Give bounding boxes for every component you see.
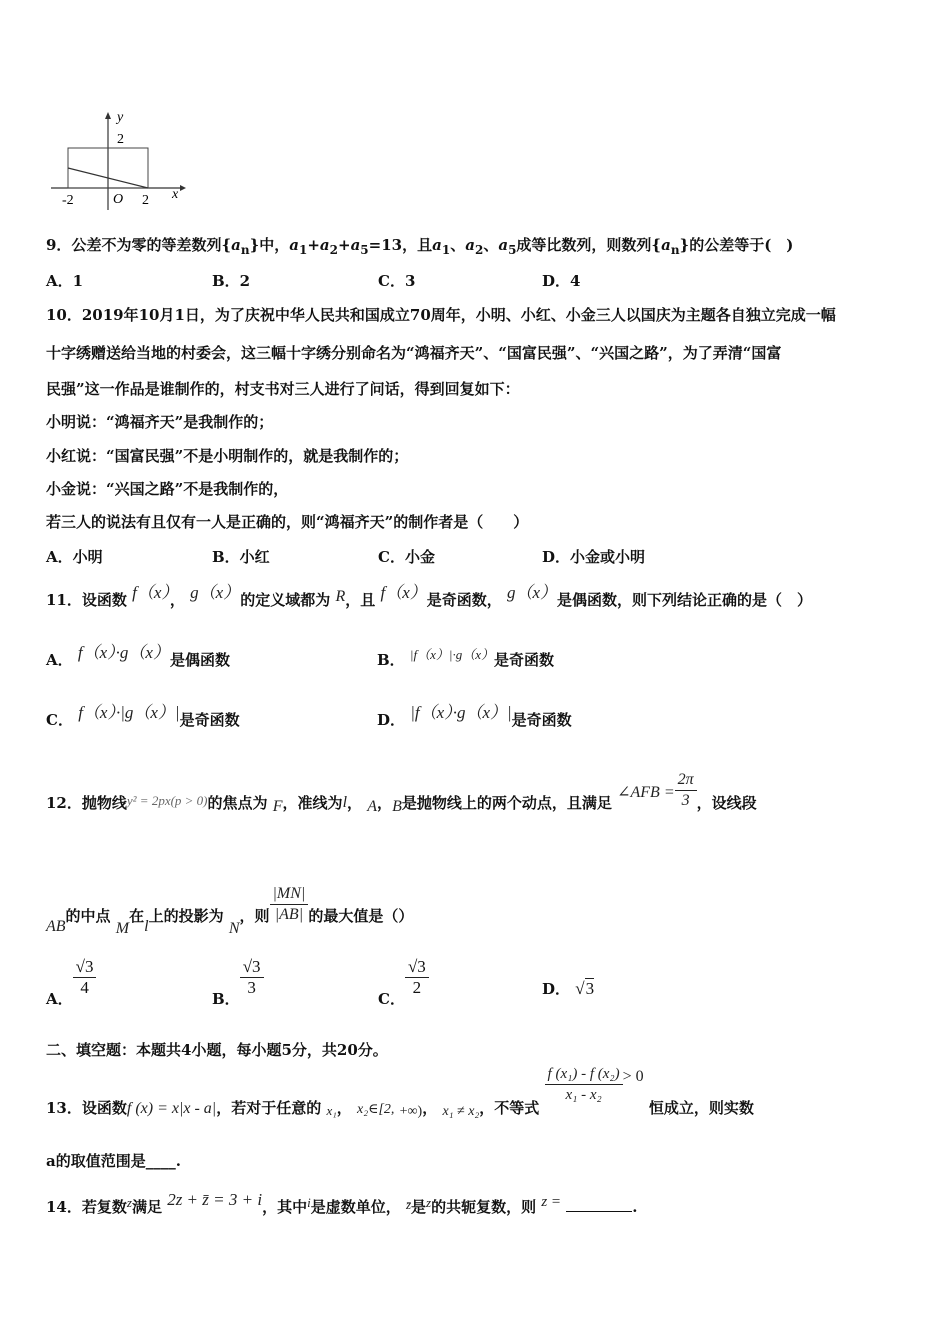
sqrt-icon: √: [407, 957, 418, 976]
q11-optC-label: C．: [46, 711, 73, 729]
q12-angle-den: 3: [681, 792, 690, 809]
q9-a2: a: [319, 236, 330, 254]
origin-label: O: [113, 192, 124, 207]
q12-optB-numer: [240, 957, 264, 978]
q9-a1: a: [289, 236, 299, 254]
q14-eq: 2z + z̄ = 3 + i: [167, 1190, 263, 1209]
q12-optD-val: 3: [585, 979, 595, 998]
q12-optA-num: 3: [84, 957, 94, 976]
q9-b1: a: [432, 236, 442, 254]
q9-option-a[interactable]: A．1: [46, 272, 84, 290]
q11-optA-label: A．: [46, 651, 73, 669]
q12-l2: l: [144, 917, 149, 935]
q9-bs5: 5: [508, 243, 517, 257]
y-tick-label: 2: [117, 132, 124, 147]
q9-option-b[interactable]: B．2: [212, 272, 251, 290]
q13-text-b: ，: [336, 1098, 352, 1117]
sqrt-icon: √: [575, 979, 585, 998]
y-axis-label: y: [117, 110, 124, 125]
q11-f2: f（x）: [380, 583, 427, 602]
q10-line4: 小明说：“鸿福齐天”是我制作的；: [46, 413, 274, 431]
q11-g: g（x）: [190, 583, 241, 602]
q12-option-a[interactable]: [46, 957, 96, 1008]
q13-func: f (x) = x|x - a|: [126, 1099, 217, 1117]
q13-x1: x₁: [326, 1102, 337, 1118]
graph-svg: [45, 105, 190, 215]
q11-optC-text: 是奇函数: [179, 711, 240, 729]
q9-an2: a: [661, 236, 671, 254]
q12-optC-frac: [405, 957, 429, 998]
q12-option-d[interactable]: [542, 979, 594, 999]
q12-text-e: 是抛物线上的两个动点，且满足: [401, 793, 612, 812]
q11-optA-text: 是偶函数: [169, 651, 230, 669]
q9-an1: a: [231, 236, 241, 254]
q14-text-b: ，其中: [262, 1198, 308, 1216]
q12-text-j: ，则: [239, 906, 270, 925]
q9-plus1: +: [307, 236, 320, 254]
q12-option-c[interactable]: [378, 957, 429, 1008]
q13-gt: > 0: [622, 1067, 644, 1085]
q12-optD-label: D．: [542, 980, 571, 998]
q11-text-c: 是奇函数，: [426, 591, 502, 609]
q14-text-c: 是虚数单位，: [310, 1198, 401, 1216]
q13-text-c: ，: [422, 1098, 438, 1117]
x-tick-neg2: -2: [62, 193, 74, 208]
q10-line3: 民强”这一作品是谁制作的，村支书对三人进行了问话，得到回复如下：: [46, 380, 520, 398]
q9-option-d[interactable]: D．4: [542, 272, 581, 290]
q13-x2in: x₂∈[2,: [357, 1101, 395, 1117]
y-axis-arrow: [105, 112, 111, 119]
q12-text-f: ，设线段: [696, 793, 757, 812]
q13-text-a: ，若对于任意的: [216, 1098, 322, 1117]
q12-optB-num: 3: [252, 957, 261, 976]
q13-text-e: 恒成立，则实数: [648, 1098, 754, 1117]
q13-frac-den: x₁ - x₂: [565, 1087, 602, 1103]
q11-option-b[interactable]: [377, 647, 554, 671]
q12-text-k: 的最大值是（）: [308, 906, 414, 925]
q11-optD-text: 是奇函数: [511, 711, 572, 729]
q11-option-c[interactable]: [46, 703, 240, 730]
q11-optB-math: |f（x）|·g（x）: [409, 647, 494, 662]
q12-text-h: 在: [129, 906, 145, 925]
q12-AB: AB: [46, 917, 66, 935]
q12-text-g: 的中点: [65, 906, 111, 925]
q9-text-a: 公差不为零的等差数列{: [71, 236, 232, 254]
q12-option-b[interactable]: [212, 957, 264, 1008]
q12-optA-numer: [73, 957, 97, 978]
q11-stem: [46, 583, 813, 611]
q9-bs2: 2: [474, 243, 484, 257]
q12-optB-label: B．: [212, 989, 240, 1008]
q11-R: R: [335, 588, 346, 605]
q13-line2: a的取值范围是____.: [46, 1152, 181, 1170]
q9-stem: [46, 235, 793, 260]
q11-optB-text: 是奇函数: [493, 651, 554, 669]
q9-text-c: =13，且: [368, 236, 433, 254]
q13-inf: +∞): [399, 1103, 423, 1119]
q9-b2: a: [465, 236, 475, 254]
q9-n1: n: [240, 243, 250, 257]
q9-bs1: 1: [441, 243, 451, 257]
q12-B: B: [392, 797, 402, 815]
q10-option-d[interactable]: D．小金或小明: [542, 548, 646, 566]
q12-text-a: 的焦点为: [207, 793, 268, 812]
q12-optA-frac: [73, 957, 97, 998]
q12-optC-num: 3: [417, 957, 426, 976]
q9-n2: n: [670, 243, 680, 257]
q12-optC-den: 2: [412, 978, 422, 997]
q12-text-b: ，准线为: [282, 793, 343, 812]
q12-number: 12．抛物线: [46, 793, 127, 812]
q13-frac: [545, 1064, 623, 1105]
q10-line1: 10．2019年10月1日，为了庆祝中华人民共和国成立70周年，小明、小红、小金三人以国庆为主题各自独立完成一幅: [46, 306, 836, 324]
x-tick-2: 2: [142, 193, 149, 208]
q12-stem-line2: [46, 870, 414, 937]
q12-optB-den: 3: [247, 978, 256, 997]
q9-plus2: +: [337, 236, 351, 254]
q14-text-d: 是: [411, 1198, 427, 1216]
q10-option-a[interactable]: A．小明: [46, 548, 103, 566]
q11-g2: g（x）: [507, 583, 558, 602]
q11-optC-math: f（x）·|g（x）|: [78, 703, 180, 722]
q9-text-d: 成等比数列，则数列{: [516, 236, 662, 254]
q11-option-a[interactable]: [46, 643, 230, 670]
q9-sep2: 、: [483, 236, 499, 254]
q9-s1: 1: [298, 243, 308, 257]
q14-text-e: 的共轭复数，则: [431, 1198, 537, 1216]
q12-l: l: [342, 793, 348, 811]
q12-angle-frac: [675, 770, 697, 811]
q12-optD-math: [575, 978, 594, 998]
q12-ratio-den: |AB|: [274, 906, 304, 923]
q9-s5: 5: [360, 243, 369, 257]
q13-neq: x₁ ≠ x₂: [442, 1103, 480, 1119]
q12-M: M: [115, 919, 130, 937]
q11-optB-label: B．: [377, 651, 405, 669]
q9-text-b: }中，: [249, 236, 290, 254]
q12-ratio-num: |MN|: [270, 884, 309, 905]
q9-sep1: 、: [450, 236, 466, 254]
q11-number: 11．设函数: [46, 591, 127, 609]
q12-optC-label: C．: [378, 989, 405, 1008]
q11-option-d[interactable]: [377, 703, 572, 730]
q14-z3: z =: [541, 1194, 562, 1210]
q11-comma: ，: [169, 591, 185, 609]
q14-number: 14．若复数: [46, 1198, 127, 1216]
q9-a5: a: [350, 236, 361, 254]
q12-F: F: [272, 797, 283, 815]
q11-optD-math: |f（x）·g（x）|: [410, 703, 512, 722]
q12-optC-numer: [405, 957, 429, 978]
q13-frac-num: f (x₁) - f (x₂): [545, 1064, 623, 1085]
q14-text-a: 满足: [131, 1198, 162, 1216]
q12-angle: ∠AFB =: [617, 783, 675, 801]
q12-N: N: [228, 919, 240, 937]
q12-stem-line1: [46, 762, 757, 815]
section-title: 二、填空题：本题共4小题，每小题5分，共20分。: [46, 1041, 388, 1059]
q12-A: A: [367, 797, 378, 815]
q9-b5: a: [498, 236, 509, 254]
q12-parabola: y² = 2px(p > 0): [126, 792, 208, 808]
q11-text-b: ，且: [345, 591, 376, 609]
q14-end: .: [632, 1198, 638, 1216]
q11-text-d: 是偶函数，则下列结论正确的是（ ）: [557, 591, 813, 609]
q13-stem: [46, 1064, 754, 1119]
q9-s2: 2: [329, 243, 338, 257]
q12-text-i: 上的投影为: [148, 906, 224, 925]
q14-zbar: z̄: [405, 1197, 412, 1212]
q9-number: 9．: [46, 236, 72, 254]
q10-option-b[interactable]: B．小红: [212, 548, 270, 566]
q14-answer-blank[interactable]: [566, 1197, 632, 1212]
q13-number: 13．设函数: [46, 1098, 127, 1117]
q13-text-d: ，不等式: [479, 1098, 540, 1117]
q9-option-c[interactable]: C．3: [378, 272, 416, 290]
q10-line5: 小红说：“国富民强”不是小明制作的，就是我制作的；: [46, 447, 409, 465]
q12-text-c: ，: [347, 793, 363, 812]
graph-figure: [45, 105, 190, 215]
q10-line6: 小金说：“兴国之路”不是我制作的，: [46, 480, 289, 498]
q12-ratio-frac: [270, 884, 309, 925]
q14-stem: [46, 1188, 638, 1216]
sqrt-icon: √: [75, 957, 85, 976]
q12-optA-den: 4: [80, 978, 89, 997]
q9-text-e: }的公差等于( ): [679, 236, 794, 254]
q11-optA-math: f（x）·g（x）: [77, 643, 170, 662]
q11-text-a: 的定义域都为: [240, 591, 331, 609]
x-axis-label: x: [172, 187, 179, 202]
q12-text-d: ，: [377, 793, 393, 812]
x-axis-arrow: [180, 185, 186, 191]
q12-optA-label: A．: [46, 989, 73, 1008]
q11-f: f（x）: [132, 583, 170, 602]
sqrt-icon: √: [242, 957, 253, 976]
q14-i: i: [307, 1195, 311, 1210]
q14-z1: z: [126, 1195, 132, 1210]
q12-optB-frac: [240, 957, 264, 998]
q12-angle-num: 2π: [675, 770, 697, 791]
q11-optD-label: D．: [377, 711, 406, 729]
q14-z2: z: [426, 1195, 432, 1210]
q10-option-c[interactable]: C．小金: [378, 548, 435, 566]
q10-line7: 若三人的说法有且仅有一人是正确的，则“鸿福齐天”的制作者是（ ）: [46, 513, 529, 531]
q10-line2: 十字绣赠送给当地的村委会，这三幅十字绣分别命名为“鸿福齐天”、“国富民强”、“兴国之路”，为了弄清“国富: [46, 344, 782, 362]
